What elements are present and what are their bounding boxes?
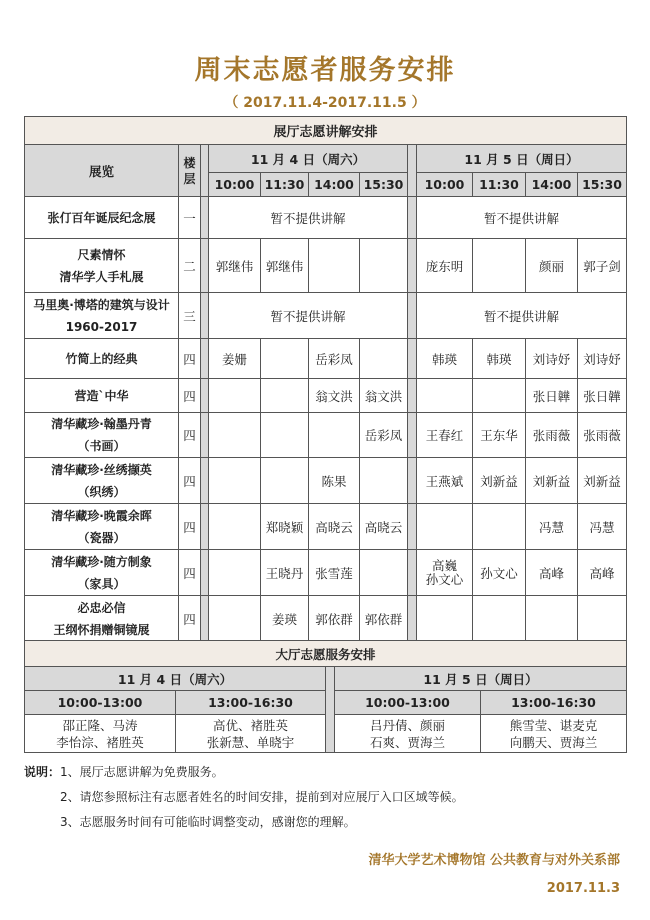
time-header: 14:00 — [526, 173, 578, 197]
volunteer-cell — [209, 458, 261, 504]
no-guide-cell: 暂不提供讲解 — [209, 293, 408, 339]
volunteer-cell — [261, 458, 309, 504]
column-gap — [201, 596, 209, 642]
lobby-slot-header: 13:00-16:30 — [481, 691, 627, 715]
guide-section-title: 展厅志愿讲解安排 — [25, 117, 627, 145]
floor-cell: 三 — [179, 293, 201, 339]
volunteer-cell — [360, 239, 408, 293]
floor-cell: 二 — [179, 239, 201, 293]
volunteer-cell: 高晓云 — [309, 504, 360, 550]
lobby-volunteers: 吕丹倩、颜丽 石爽、贾海兰 — [335, 715, 481, 753]
floor-cell: 四 — [179, 504, 201, 550]
column-gap — [408, 379, 417, 413]
volunteer-cell: 高晓云 — [360, 504, 408, 550]
time-header: 15:30 — [578, 173, 627, 197]
volunteer-cell: 庞东明 — [417, 239, 473, 293]
volunteer-cell — [209, 504, 261, 550]
table-row — [25, 458, 627, 504]
volunteer-cell: 姜姗 — [209, 339, 261, 379]
volunteer-cell: 张日韡 — [526, 379, 578, 413]
table-row — [25, 504, 627, 550]
volunteer-cell: 岳彩凤 — [309, 339, 360, 379]
volunteer-cell: 刘新益 — [473, 458, 526, 504]
volunteer-cell — [261, 379, 309, 413]
volunteer-cell: 郭依群 — [360, 596, 408, 642]
exhibition-name: 清华藏珍·晚霞余晖 （瓷器） — [25, 504, 179, 550]
page-subtitle: （ 2017.11.4-2017.11.5 ） — [224, 95, 426, 111]
volunteer-cell: 刘新益 — [526, 458, 578, 504]
volunteer-cell: 张雨薇 — [526, 413, 578, 458]
column-gap — [408, 239, 417, 293]
no-guide-cell: 暂不提供讲解 — [417, 293, 627, 339]
volunteer-cell — [360, 550, 408, 596]
exhibition-name: 清华藏珍·翰墨丹青 （书画） — [25, 413, 179, 458]
volunteer-cell: 姜瑛 — [261, 596, 309, 642]
footer-organization: 清华大学艺术博物馆 公共教育与对外关系部 — [368, 853, 620, 868]
volunteer-cell: 冯慧 — [578, 504, 627, 550]
volunteer-cell: 刘新益 — [578, 458, 627, 504]
lobby-day1-header: 11 月 4 日（周六） — [25, 667, 326, 691]
exhibition-name: 张仃百年诞辰纪念展 — [25, 197, 179, 239]
volunteer-cell — [526, 596, 578, 642]
table-row — [25, 339, 627, 379]
day1-header: 11 月 4 日（周六） — [209, 145, 408, 173]
volunteer-cell: 陈果 — [309, 458, 360, 504]
volunteer-cell — [360, 458, 408, 504]
volunteer-cell: 韩瑛 — [473, 339, 526, 379]
column-gap — [326, 667, 335, 753]
day2-header: 11 月 5 日（周日） — [417, 145, 627, 173]
volunteer-cell — [473, 239, 526, 293]
volunteer-cell: 高峰 — [578, 550, 627, 596]
floor-cell: 四 — [179, 339, 201, 379]
column-gap — [201, 145, 209, 197]
exhibition-name: 营造`中华 — [25, 379, 179, 413]
note-item: 说明：1、展厅志愿讲解为免费服务。 — [24, 765, 224, 779]
col-floor-header: 楼层 — [179, 145, 201, 197]
volunteer-cell: 郭继伟 — [261, 239, 309, 293]
volunteer-cell: 刘诗妤 — [526, 339, 578, 379]
lobby-slot-header: 10:00-13:00 — [25, 691, 176, 715]
col-exhibition-header: 展览 — [25, 145, 179, 197]
exhibition-name: 尺素情怀 清华学人手札展 — [25, 239, 179, 293]
volunteer-cell: 颜丽 — [526, 239, 578, 293]
floor-cell: 四 — [179, 379, 201, 413]
column-gap — [201, 197, 209, 239]
lobby-section-title: 大厅志愿服务安排 — [25, 641, 627, 667]
column-gap — [408, 145, 417, 197]
volunteer-cell: 张日韡 — [578, 379, 627, 413]
column-gap — [408, 596, 417, 642]
column-gap — [201, 413, 209, 458]
volunteer-cell: 郭依群 — [309, 596, 360, 642]
volunteer-cell — [261, 339, 309, 379]
volunteer-cell: 王燕斌 — [417, 458, 473, 504]
column-gap — [408, 197, 417, 239]
volunteer-cell — [209, 550, 261, 596]
exhibition-name: 马里奥·博塔的建筑与设计 1960-2017 — [25, 293, 179, 339]
table-row — [25, 197, 627, 239]
page-title: 周末志愿者服务安排 — [194, 55, 456, 86]
volunteer-cell: 张雨薇 — [578, 413, 627, 458]
volunteer-cell — [417, 596, 473, 642]
volunteer-cell — [473, 596, 526, 642]
volunteer-cell: 刘诗妤 — [578, 339, 627, 379]
lobby-slot-header: 10:00-13:00 — [335, 691, 481, 715]
floor-cell: 四 — [179, 413, 201, 458]
column-gap — [408, 504, 417, 550]
volunteer-cell: 王东华 — [473, 413, 526, 458]
note-item: 2、请您参照标注有志愿者姓名的时间安排，提前到对应展厅入口区域等候。 — [60, 790, 464, 804]
exhibition-name: 必忠必信 王纲怀捐赠铜镜展 — [25, 596, 179, 642]
volunteer-cell: 张雪莲 — [309, 550, 360, 596]
time-header: 11:30 — [261, 173, 309, 197]
table-row — [25, 413, 627, 458]
volunteer-cell: 韩瑛 — [417, 339, 473, 379]
column-gap — [201, 550, 209, 596]
gallery-guide-table — [24, 116, 627, 642]
column-gap — [408, 339, 417, 379]
volunteer-cell — [209, 379, 261, 413]
column-gap — [201, 458, 209, 504]
volunteer-cell — [309, 413, 360, 458]
floor-cell: 四 — [179, 458, 201, 504]
volunteer-cell — [473, 379, 526, 413]
column-gap — [201, 504, 209, 550]
volunteer-cell: 郑晓颖 — [261, 504, 309, 550]
volunteer-cell — [261, 413, 309, 458]
volunteer-cell — [417, 504, 473, 550]
footer-date: 2017.11.3 — [546, 881, 620, 896]
volunteer-cell: 岳彩凤 — [360, 413, 408, 458]
column-gap — [201, 379, 209, 413]
volunteer-cell: 孙文心 — [473, 550, 526, 596]
volunteer-cell: 郭继伟 — [209, 239, 261, 293]
volunteer-cell: 冯慧 — [526, 504, 578, 550]
volunteer-cell: 翁文洪 — [360, 379, 408, 413]
no-guide-cell: 暂不提供讲解 — [417, 197, 627, 239]
table-row — [25, 239, 627, 293]
time-header: 10:00 — [417, 173, 473, 197]
volunteer-cell: 高峰 — [526, 550, 578, 596]
volunteer-cell — [309, 239, 360, 293]
floor-cell: 一 — [179, 197, 201, 239]
table-row — [25, 596, 627, 642]
floor-cell: 四 — [179, 596, 201, 642]
exhibition-name: 竹简上的经典 — [25, 339, 179, 379]
volunteer-cell — [209, 413, 261, 458]
floor-cell: 四 — [179, 550, 201, 596]
volunteer-cell: 王晓丹 — [261, 550, 309, 596]
volunteer-cell — [578, 596, 627, 642]
note-item: 3、志愿服务时间有可能临时调整变动，感谢您的理解。 — [60, 815, 356, 829]
volunteer-cell: 翁文洪 — [309, 379, 360, 413]
lobby-volunteers: 熊雪莹、谌麦克 向鹏天、贾海兰 — [481, 715, 627, 753]
volunteer-cell — [209, 596, 261, 642]
column-gap — [201, 293, 209, 339]
volunteer-cell — [473, 504, 526, 550]
column-gap — [408, 413, 417, 458]
table-row — [25, 550, 627, 596]
time-header: 14:00 — [309, 173, 360, 197]
notes-label: 说明： — [24, 765, 61, 779]
volunteer-cell: 郭子剑 — [578, 239, 627, 293]
column-gap — [408, 458, 417, 504]
time-header: 15:30 — [360, 173, 408, 197]
volunteer-cell — [360, 339, 408, 379]
table-row — [25, 379, 627, 413]
exhibition-name: 清华藏珍·随方制象 （家具） — [25, 550, 179, 596]
lobby-service-table — [24, 640, 627, 753]
table-row — [25, 293, 627, 339]
time-header: 10:00 — [209, 173, 261, 197]
column-gap — [408, 293, 417, 339]
column-gap — [201, 239, 209, 293]
lobby-day2-header: 11 月 5 日（周日） — [335, 667, 627, 691]
lobby-volunteers: 高优、褚胜英 张新慧、单晓宇 — [176, 715, 326, 753]
lobby-slot-header: 13:00-16:30 — [176, 691, 326, 715]
volunteer-cell: 高巍 孙文心 — [417, 550, 473, 596]
column-gap — [201, 339, 209, 379]
volunteer-cell: 王春红 — [417, 413, 473, 458]
no-guide-cell: 暂不提供讲解 — [209, 197, 408, 239]
exhibition-name: 清华藏珍·丝绣撷英 （织绣） — [25, 458, 179, 504]
notes-section — [24, 760, 464, 835]
column-gap — [408, 550, 417, 596]
time-header: 11:30 — [473, 173, 526, 197]
lobby-volunteers: 邵正隆、马涛 李怡淙、褚胜英 — [25, 715, 176, 753]
volunteer-cell — [417, 379, 473, 413]
